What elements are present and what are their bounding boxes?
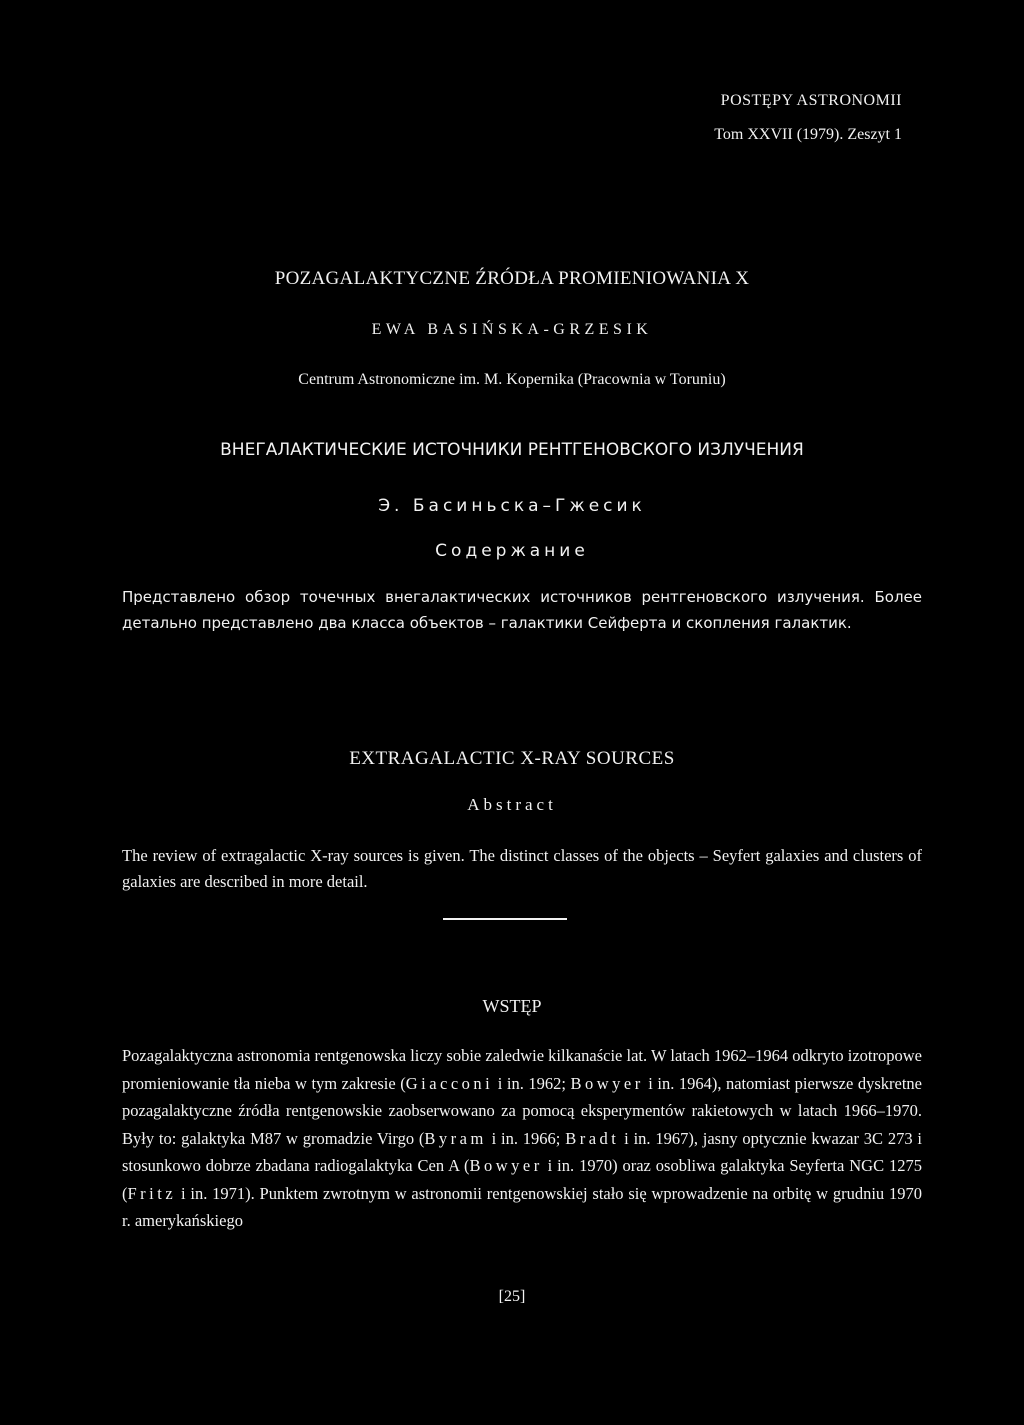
intro-text: i in. 1970) oraz osobliwa galaktyka Seyferta NGC 1275 ( xyxy=(122,1156,922,1203)
abstract-english: The review of extragalactic X-ray sources is given. The distinct classes of the objects – Seyfert galaxies and clusters of galaxies are described in more detail. xyxy=(122,846,922,891)
citation-author: Bowyer xyxy=(570,1073,644,1093)
citation-author: Byram xyxy=(424,1128,487,1148)
abstract-heading: Abstract xyxy=(467,795,557,814)
page-number: [25] xyxy=(498,1288,526,1305)
article-title-english: EXTRAGALACTIC X-RAY SOURCES xyxy=(349,748,675,769)
author-name-russian: Э. Басиньска–Гжесик xyxy=(378,496,646,516)
article-title-russian: ВНЕГАЛАКТИЧЕСКИЕ ИСТОЧНИКИ РЕНТГЕНОВСКОГО ИЗЛУЧЕНИЯ xyxy=(220,440,804,460)
section-heading-introduction: WSTĘP xyxy=(482,996,542,1016)
citation-author: Bradt xyxy=(565,1128,620,1148)
citation-author: Giacconi xyxy=(405,1073,494,1093)
intro-text: i in. 1971). Punktem zwrotnym w astronomii rentgenowskiej stało się wprowadzenie na orbitę w grudniu 1970 r. amerykańskiego xyxy=(122,1183,922,1230)
section-divider xyxy=(443,918,567,920)
author-name-polish: EWA BASIŃSKA-GRZESIK xyxy=(371,321,653,338)
intro-text: Pozagalaktyczna astronomia rentgenowska liczy sobie zaledwie kilkanaście lat. W latach 1962–1964 odkryto izotropowe promieniowanie tła nieba w tym zakresie ( xyxy=(122,1046,922,1093)
article-title-polish: POZAGALAKTYCZNE ŹRÓDŁA PROMIENIOWANIA X xyxy=(274,268,750,289)
contents-heading-russian: Содержание xyxy=(435,541,589,561)
summary-russian: Представлено обзор точечных внегалактических источников рентгеновского излучения. Более детально представлено два класса объектов – галактики Сейферта и скопления галактик. xyxy=(122,588,922,632)
intro-text: i in. 1962; xyxy=(493,1073,571,1093)
journal-issue: Tom XXVII (1979). Zeszyt 1 xyxy=(714,126,902,143)
citation-author: Bowyer xyxy=(469,1156,543,1175)
intro-text: i in. 1964), natomiast pierwsze dyskretne pozagalaktyczne źródła rentgenowskie zaobserwowano za pomocą eksperymentów rakietowych w latach 1966–1970. Były to: galaktyka M87 w gromadzie Virgo ( xyxy=(122,1073,922,1148)
intro-text: i in. 1967), jasny optycznie kwazar 3C 273 i stosunkowo dobrze zbadana radiogalaktyka Cen A ( xyxy=(122,1128,922,1175)
introduction-paragraph xyxy=(122,1042,922,1235)
author-institution: Centrum Astronomiczne im. M. Kopernika (Pracownia w Toruniu) xyxy=(298,371,726,388)
journal-name: POSTĘPY ASTRONOMII xyxy=(720,92,902,109)
citation-author: Fritz xyxy=(127,1183,177,1203)
intro-text: i in. 1966; xyxy=(486,1128,566,1148)
